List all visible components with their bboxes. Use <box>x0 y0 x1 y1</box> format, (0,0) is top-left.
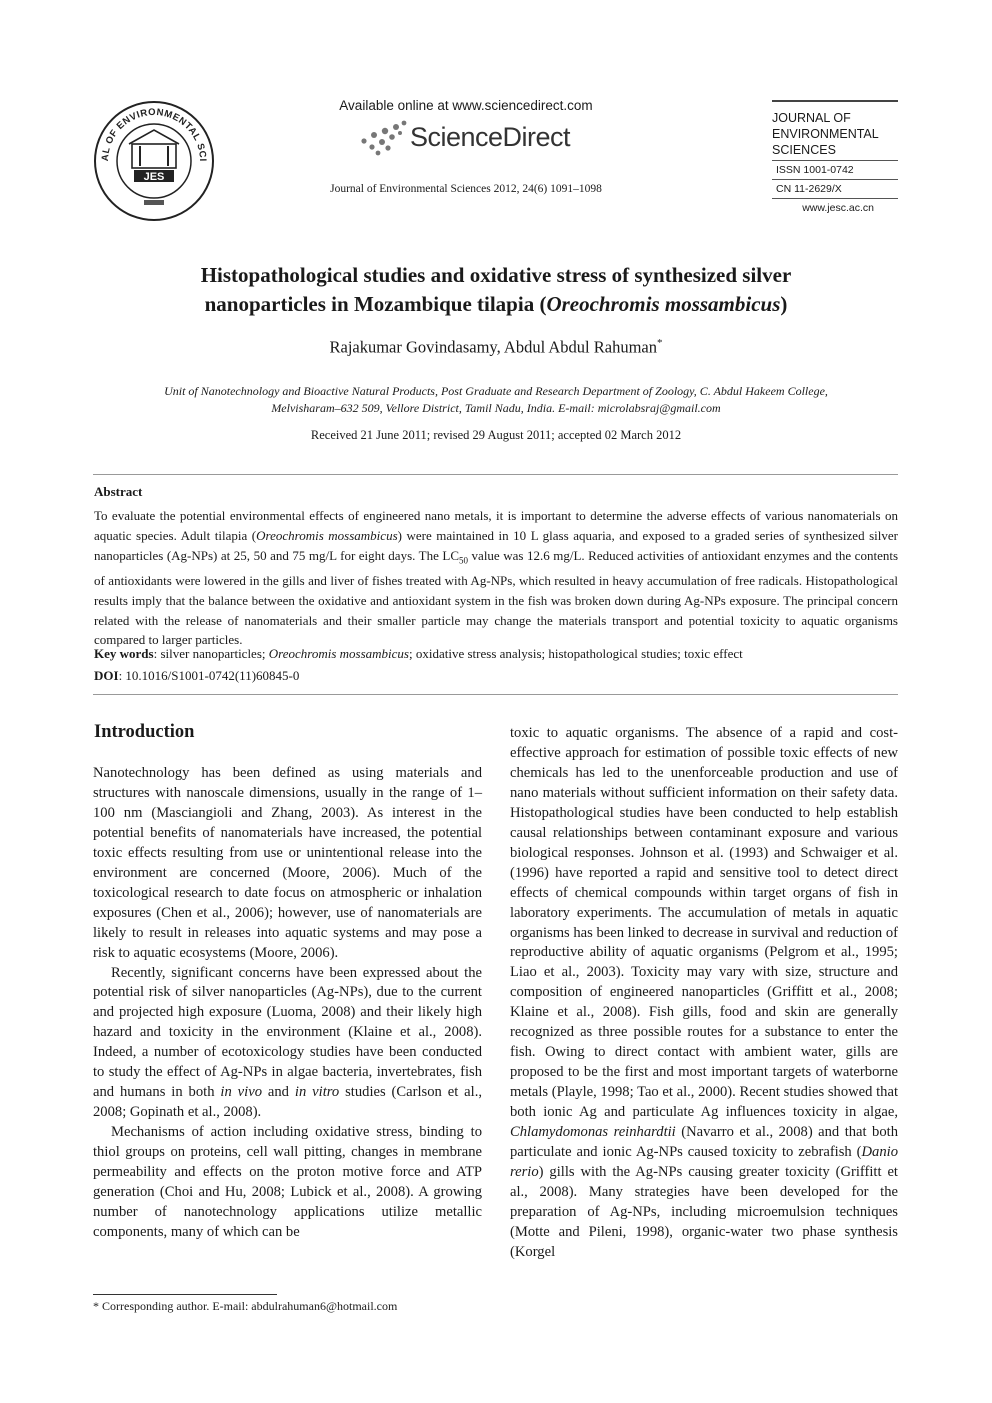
doi-link[interactable]: DOI: 10.1016/S1001-0742(11)60845-0 <box>94 668 300 683</box>
article-title-line2: nanoparticles in Mozambique tilapia (Oreochromis mossambicus) <box>204 292 788 316</box>
seal-abbrev: JES <box>143 171 165 183</box>
journal-seal-logo <box>92 100 216 222</box>
paragraph: toxic to aquatic organisms. The absence of a rapid and cost-effective approach for estimation of possible toxic effects of new chemicals has led to the unenforceable production and use of nano materials without sufficient information on their safety data. Histopathological studies have been conducted to help establish causal relationships between contaminant exposure and various biological responses. Johnson et al. (1993) and Schwaiger et al. (1996) have reported a rapid and sensitive tool to detect direct effects of chemical compounds within target organs of fish in laboratory experiments. The accumulation of metals in aquatic organisms has been linked to decrease in survival and reduction of reproductive ability of aquatic organisms (Pelgrom et al., 1995; Liao et al., 2003). Toxicity may vary with size, structure and composition of engineered nanoparticles (Griffitt et al., 2008; Klaine et al., 2008). Fish gills, food and skin are generally recognized as three possible routes for a substance to enter the fish. Owing to direct contact with ambient water, gills are proposed to be the first and most important targets of waterborne metals (Playle, 1998; Tao et al., 2000). Recent studies showed that both ionic Ag and particulate Ag influences toxicity in algae, Chlamydomonas reinhardtii (Navarro et al., 2008) and that both particulate and ionic Ag-NPs caused toxicity to zebrafish (Danio rerio) gills with the Ag-NPs causing greater toxicity (Griffitt et al., 2008). Many strategies have been developed for the preparation of Ag-NPs, including microemulsion techniques (Motte and Pileni, 1998), organic-water two phase synthesis (Korgel <box>510 725 898 1260</box>
journal-issn: ISSN 1001-0742 <box>776 164 854 176</box>
journal-name-line: JOURNAL OF <box>772 111 851 125</box>
paragraph: Nanotechnology has been defined as using materials and structures with nanoscale dimensions, usually in the range of 1–100 nm (Masciangioli and Zhang, 2003). As interest in the potential benefits of nanomaterials have increased, the potential toxic effects resulting from use or unintentional release into the environment are concerned (Moore, 2006). Much of the toxicological research to date focus on atmospheric or inhalation exposures (Chen et al., 2006); however, use of nanomaterials are likely to result in releases into aquatic systems and may pose a risk to aquatic ecosystems (Moore, 2006). <box>93 765 482 961</box>
abstract-body: To evaluate the potential environmental effects of engineered nano metals, it is important to determine the adverse effects of various nanomaterials on aquatic species. Adult tilapia (Oreochromis mossambicus) were maintained in 10 L glass aquaria, and exposed to a graded series of synthesized silver nanoparticles (Ag-NPs) at 25, 50 and 75 mg/L for eight days. The $LC_{50}$ value was 12.6 mg/L. Reduced activities of antioxidant enzymes and the contents of antioxidants were lowered in the gills and liver of fishes treated with Ag-NPs, which resulted in heavy accumulation of free radicals. Histopathological results imply that the balance between the oxidative and antioxidant system in the fish was broken down during Ag-NPs exposure. The principal concern related with the release of nanomaterials and their smaller particle may change the materials transport and potential toxicity to aquatic organisms compared to larger particles. <box>94 508 899 648</box>
journal-name-line: SCIENCES <box>772 143 836 157</box>
corresponding-author-footnote: * Corresponding author. E-mail: abdulrahuman6@hotmail.com <box>93 1299 398 1313</box>
corresponding-author-mark[interactable]: * <box>657 337 663 349</box>
article-title <box>120 261 872 319</box>
divider <box>93 474 898 475</box>
right-column <box>510 724 898 1263</box>
introduction-heading: Introduction <box>94 722 195 742</box>
received-dates: Received 21 June 2011; revised 29 August 2011; accepted 02 March 2012 <box>310 428 682 442</box>
keywords: Key words: silver nanoparticles; Oreochromis mossambicus; oxidative stress analysis; histopathological studies; toxic effect <box>94 646 743 661</box>
paragraph: Mechanisms of action including oxidative stress, binding to thiol groups on proteins, cell wall pitting, changes in membrane permeability and effects on the proton motive force and ATP generation (Choi and Hu, 2008; Lubick et al., 2008). A growing number of nanotechnology applications utilize metallic components, many of which can be <box>93 1124 482 1240</box>
paragraph: Recently, significant concerns have been expressed about the potential risk of silver nanoparticles (Ag-NPs), due to the current and projected high exposure (Luoma, 2008) and their likely high hazard and toxicity in the environment (Klaine et al., 2008). Indeed, a number of ecotoxicology studies have been conducted to study the effect of Ag-NPs in algae bacteria, invertebrates, fish and humans in both in vivo and in vitro studies (Carlson et al., 2008; Gopinath et al., 2008). <box>93 964 483 1121</box>
journal-url-link[interactable]: www.jesc.ac.cn <box>802 202 874 214</box>
journal-name-line: ENVIRONMENTAL <box>772 127 879 141</box>
seal-arc-text: AL OF ENVIRONMENTAL SCI <box>99 106 209 162</box>
sciencedirect-wordmark: ScienceDirect <box>410 122 571 152</box>
left-column <box>93 764 482 1243</box>
author-names: Rajakumar Govindasamy, Abdul Abdul Rahuman <box>329 337 657 357</box>
article-authors <box>200 337 792 358</box>
author-affiliation: Unit of Nanotechnology and Bioactive Natural Products, Post Graduate and Research Department of Zoology, C. Abdul Hakeem College, Melvisharam–632 509, Vellore District, Tamil Nadu, India. E-mail: microlabsraj@gmail.com <box>164 384 828 415</box>
divider <box>93 694 898 695</box>
journal-citation: Journal of Environmental Sciences 2012, 24(6) 1091–1098 <box>330 183 602 195</box>
journal-cn: CN 11-2629/X <box>776 183 842 195</box>
abstract-heading: Abstract <box>94 484 143 499</box>
available-online-text: Available online at www.sciencedirect.com <box>339 98 593 113</box>
journal-info-box <box>772 100 898 214</box>
article-title-line1: Histopathological studies and oxidative stress of synthesized silver <box>200 263 792 287</box>
footnote-rule <box>93 1294 277 1295</box>
sciencedirect-dots-icon <box>354 117 414 159</box>
